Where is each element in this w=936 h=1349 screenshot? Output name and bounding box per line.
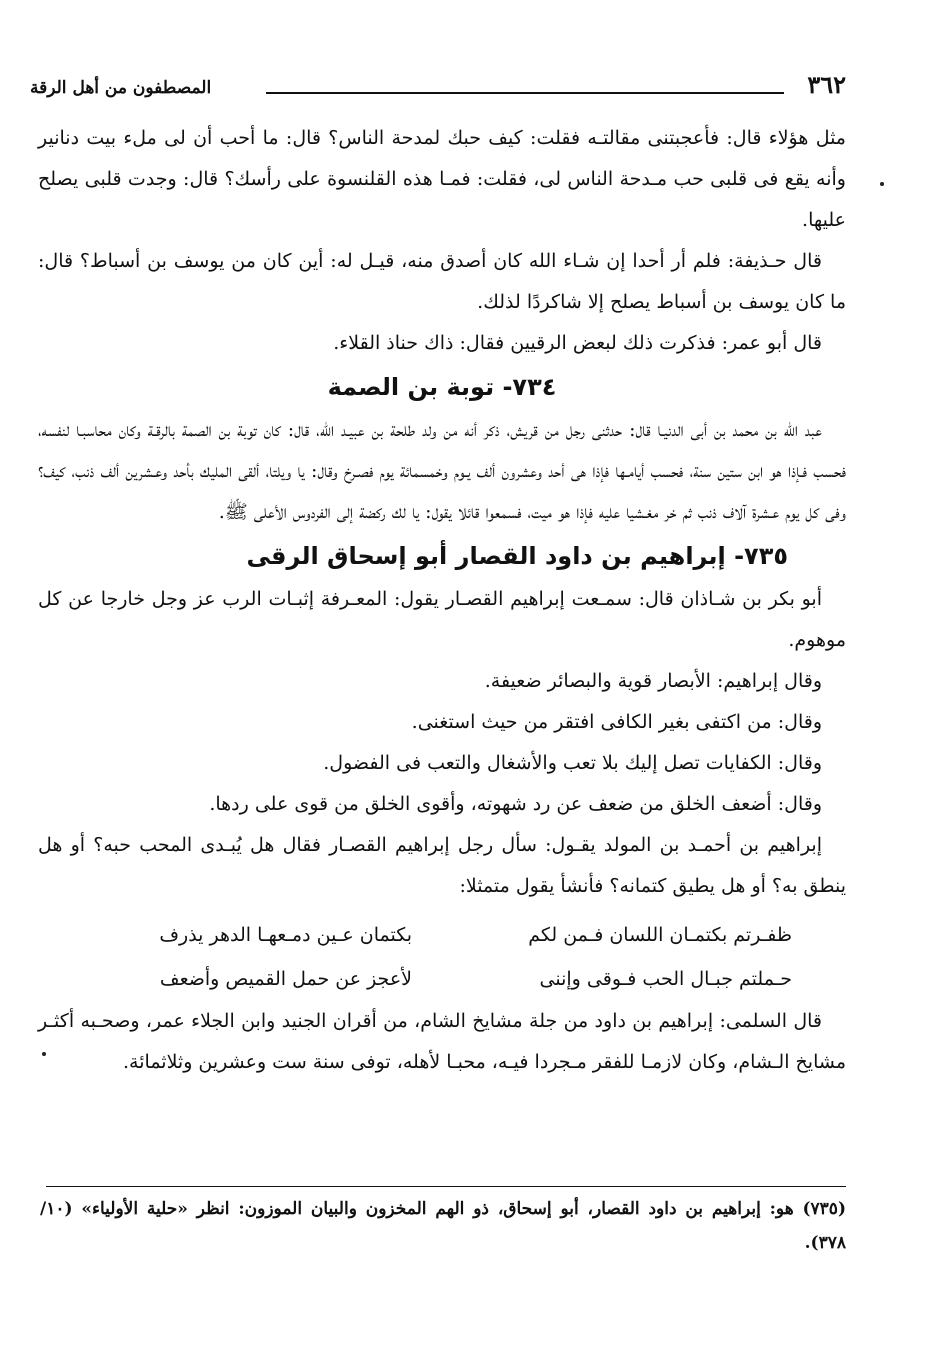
paragraph: قال حـذيفة: فلم أر أحدا إن شـاء الله كان أصدق منه، قيـل له: أين كان من يوسف بن أسباط؟ قال: ما كان يوسف بن أسباط يصلح إلا شاكردًا لذلك.: [38, 250, 846, 313]
section-735-title: ٧٣٥- إبراهيم بن داود القصار أبو إسحاق الرقى: [246, 542, 788, 570]
verse-first-half: حـملتم جبـال الحب فـوقى وإننى: [539, 968, 792, 990]
book-title: المصطفون من أهل الرقة: [30, 78, 212, 98]
paragraph: قال السلمى: إبراهيم بن داود من جلة مشايخ الشام، من أقران الجنيد وابن الجلاء عمر، وصحـبه أكثـر مشايخ الـشام، وكان لازمـا للفقر مـجردا فيـه، محبـا لأهله، توفى سنة ست وعشرين وثلاثمائة.: [38, 1010, 846, 1073]
scan-speck: [42, 1052, 46, 1056]
paragraph: أبو بكر بن شـاذان قال: سمـعت إبراهيم القصـار يقول: المعـرفة إثبـات الرب عز وجل خارجا عن كل موهوم.: [38, 588, 846, 651]
page-number: ٣٦٢: [807, 70, 846, 99]
saying: وقال: من اكتفى بغير الكافى افتقر من حيث استغنى.: [411, 711, 822, 733]
verse-second-half: لأعجز عن حمل القميص وأضعف: [159, 968, 412, 990]
paragraph: إبراهيم بن أحمـد بن المولد يقـول: سأل رجل إبراهيم القصـار فقال هل يُبـدى المحب حبه؟ أو هل ينطق به؟ أو هل يطيق كتمانه؟ فأنشأ يقول متمثلا:: [38, 834, 846, 897]
poem-verse: [92, 957, 792, 1001]
paragraph: عبد الله بن محمد بن أبى الدنيـا قال: حدثنى رجل من قريش، ذكر أنه من ولد طلحة بن عبيـد الله، قال: كان توبة بن الصمة بالرقـة وكان محاسبـا لنفسه، فحسب فـإذا هو ابن ستين سنة، فحسب أيامـها فإذا هى أحد وعشرون ألف يـوم وخمسمائة يوم فصـرخ وقال: يا ويلتا، ألقى المليك بأحد وعـشرين ألف ذنب، كيف؟ وفى كل يوم عـشرة آلاف ذنب ثم خر مغـشيا عليه فإذا هو ميت، فسمعوا قائلا يقول: يا لك ركضة إلى الفردوس الأعلى ﷺ.: [38, 419, 846, 523]
header-rule: [266, 92, 784, 94]
section-734-title: ٧٣٤- توبة بن الصمة: [327, 373, 557, 401]
saying: وقال إبراهيم: الأبصار قوية والبصائر ضعيفة.: [484, 670, 822, 692]
paragraph: قال أبو عمر: فذكرت ذلك لبعض الرقيين فقال: ذاك حناذ القلاء.: [333, 332, 822, 354]
poem: [92, 913, 792, 1001]
footnote: (٧٣٥) هو: إبراهيم بن داود القصار، أبو إسحاق، ذو الهم المخزون والبيان الموزون: انظر «حلية الأولياء» (١٠/ ٣٧٨).: [40, 1199, 846, 1253]
page-header: [30, 70, 846, 110]
verse-first-half: ظفـرتم بكتمـان اللسان فـمن لكم: [528, 924, 792, 946]
scan-speck: [880, 182, 884, 186]
page-body: [38, 118, 846, 1083]
saying: وقال: الكفايات تصل إليك بلا تعب والأشغال والتعب فى الفضول.: [323, 752, 822, 774]
saying: وقال: أضعف الخلق من ضعف عن رد شهوته، وأقوى الخلق من قوى على ردها.: [209, 793, 822, 815]
paragraph: مثل هؤلاء قال: فأعجبتنى مقالتـه فقلت: كيف حبك لمدحة الناس؟ قال: ما أحب أن لى ملء بيت دنانير وأنه يقع فى قلبى حب مـدحة الناس لى، فقلت: فمـا هذه القلنسوة على رأسك؟ قال: وجدت قلبى يصلح عليها.: [38, 127, 846, 231]
poem-verse: [92, 913, 792, 957]
verse-second-half: بكتمان عـين دمـعهـا الدهر يذرف: [159, 924, 412, 946]
footnote-rule: [46, 1186, 846, 1187]
